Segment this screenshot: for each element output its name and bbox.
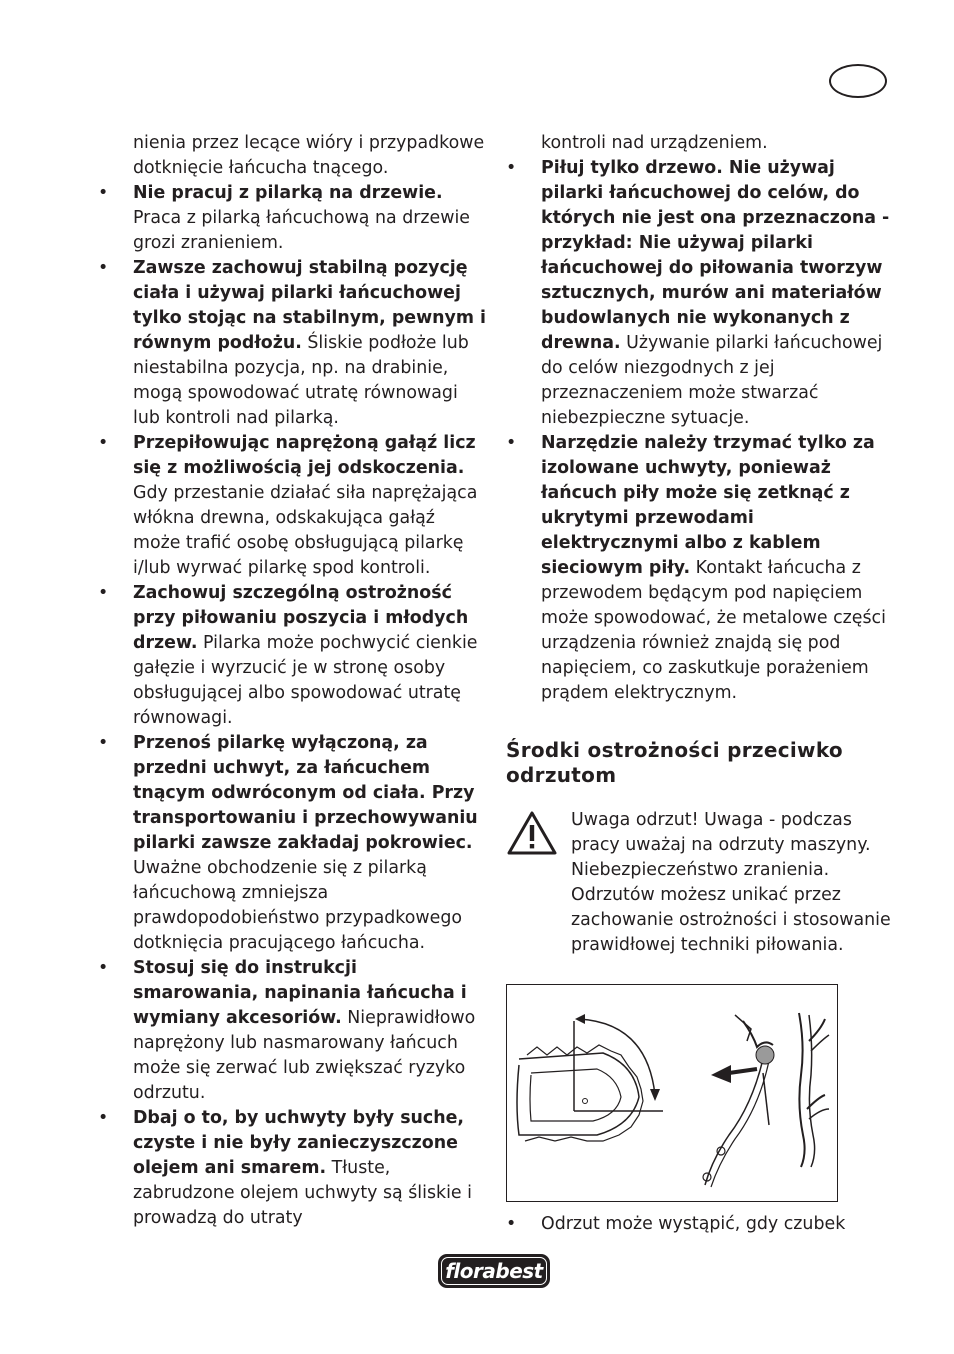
left-column [98, 131, 486, 1231]
language-badge-icon [829, 64, 887, 98]
section-heading: Środki ostrożności przeciwko odrzutom [506, 738, 843, 787]
logo-text: florabest [445, 1259, 543, 1283]
warning-block [506, 808, 894, 958]
item-text: Tłuste, zabrudzone olejem uchwyty są śliskie i prowadzą do utraty [133, 1158, 472, 1228]
list-item [98, 256, 486, 431]
item-text: Uważne obchodzenie się z pilarką łańcuchową zmniejsza prawdopodobieństwo przypadkowego dotknięcia pracującego łańcucha. [133, 858, 463, 953]
item-bold: Przenoś pilarkę wyłączoną, za przedni uchwyt, za łańcuchem tnącym odwróconym od ciała. Przy transportowaniu i przechowywaniu pilarki zawsze zakładaj pokrowiec. [133, 733, 478, 853]
item-bold: Piłuj tylko drzewo. Nie używaj pilarki łańcuchowej do celów, do których nie jest ona przeznaczona - przykład: Nie używaj pilarki łańcuchowej do piłowania tworzyw sztucznych, murów ani materiałów budowlanych nie wykonanych z drewna. [541, 158, 890, 353]
right-column [506, 131, 894, 1237]
item-text: Używanie pilarki łańcuchowej do celów niezgodnych z jej przeznaczeniem może stwarzać niebezpieczne sytuacje. [541, 333, 883, 428]
item-bold: Zachowuj szczególną ostrożność przy piłowaniu poszycia i młodych drzew. [133, 583, 469, 653]
continuation-text: kontroli nad urządzeniem. [541, 133, 768, 153]
kickback-drawing [507, 985, 839, 1203]
item-bold: Narzędzie należy trzymać tylko za izolowane uchwyty, ponieważ łańcuch piły może się zetknąć z ukrytymi przewodami elektrycznymi albo z kablem sieciowym piły. [541, 433, 875, 578]
list-item [98, 581, 486, 731]
item-bold: Przepiłowując naprężoną gałąź licz się z możliwością jej odskoczenia. [133, 433, 476, 478]
item-text: Praca z pilarką łańcuchową na drzewie grozi zranieniem. [133, 208, 470, 253]
warning-triangle-icon [506, 810, 558, 856]
warning-text: Uwaga odrzut! Uwaga - podczas pracy uważaj na odrzuty maszyny. Niebezpieczeństwo zranienia. Odrzutów możesz unikać przez zachowanie ostrożności i stosowanie prawidłowej techniki piłowania. [571, 810, 891, 955]
list-item [506, 431, 894, 706]
list-item [506, 156, 894, 431]
item-text: Kontakt łańcucha z przewodem będącym pod napięciem może spowodować, że metalowe części urządzenia również znajdą się pod napięciem, co zaskutkuje porażeniem prądem elektrycznym. [541, 558, 886, 703]
list-item: • Odrzut może wystąpić, gdy czubek [506, 1212, 894, 1237]
list-item [98, 1106, 486, 1231]
list-item [98, 431, 486, 581]
florabest-logo [438, 1254, 550, 1288]
list-item [98, 181, 486, 256]
item-text: Pilarka może pochwycić cienkie gałęzie i wyrzucić je w stronę osoby obsługującej albo spowodować utratę równowagi. [133, 633, 478, 728]
continuation-text: nienia przez lecące wióry i przypadkowe dotknięcie łańcucha tnącego. [133, 133, 485, 178]
item-bold: Zawsze zachowuj stabilną pozycję ciała i używaj pilarki łańcuchowej tylko stojąc na stabilnym, pewnym i równym podłożu. [133, 258, 486, 353]
list-item [98, 731, 486, 956]
item-text: Śliskie podłoże lub niestabilna pozycja, np. na drabinie, mogą spowodować utratę równowagi lub kontroli nad pilarką. [133, 333, 469, 428]
item-bold: Dbaj o to, by uchwyty były suche, czyste i nie były zanieczyszczone olejem ani smarem. [133, 1108, 465, 1178]
item-bold: Stosuj się do instrukcji smarowania, napinania łańcucha i wymiany akcesoriów. [133, 958, 467, 1028]
item-bold: Nie pracuj z pilarką na drzewie. [133, 183, 443, 203]
item-text: Gdy przestanie działać siła naprężająca włókna drewna, odskakująca gałąź może trafić osobę obsługującą pilarkę i/lub wyrwać pilarkę spod kontroli. [133, 483, 478, 578]
list-item [98, 956, 486, 1106]
kickback-illustration [506, 984, 838, 1202]
item-text: Nieprawidłowo naprężony lub nasmarowany łańcuch może się zerwać lub zwiększać ryzyko odrzutu. [133, 1008, 476, 1103]
